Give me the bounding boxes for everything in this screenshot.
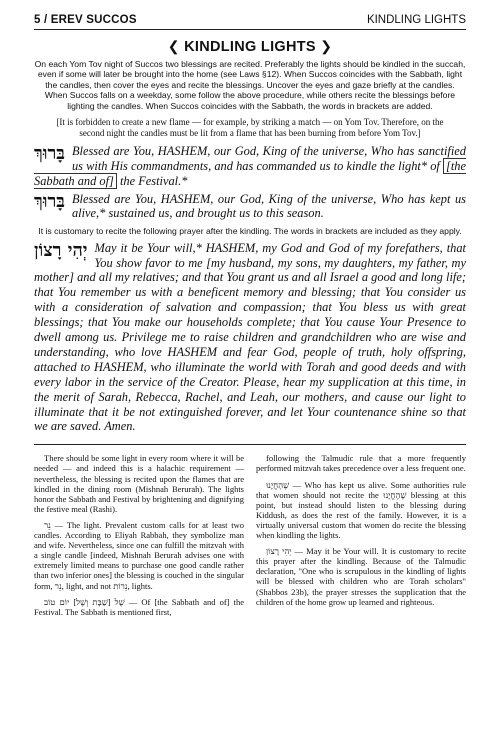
bracket-note: [It is forbidden to create a new flame — for example, by striking a match — on Yom Tov. Therefore, on the second night the candles must be lit from a flame that has been burning from before Yom Tov.] <box>56 117 444 138</box>
blessing-shehecheyanu <box>34 192 466 222</box>
prayer-yehi-ratzon <box>34 241 466 435</box>
blessing-hebrew-opening: בָּרוּךְ <box>34 190 65 212</box>
commentary-paragraph: שֶׁל [שַׁבָּת וְשֶׁל] יוֹם טוֹב — Of [the Sabbath and of] the Festival. The Sabbath is mentioned first, <box>34 596 244 617</box>
intro-instructions: On each Yom Tov night of Succos two blessings are recited. Preferably the lights should be kindled in the succah, even if some will later be brought into the home (see Laws §12). When Succos coincides with the Sabbath, light the candles, then cover the eyes and recite the blessings. Uncover the eyes and gaze briefly at the candles. When Succos falls on a weekday, some follow the above procedure, while others recite the blessings before lighting the candles. When Succos coincides with the Sabbath, the words in brackets are added. <box>34 59 466 111</box>
commentary-paragraph: following the Talmudic rule that a more frequently performed mitzvah takes precedence over a less frequent one. <box>256 453 466 474</box>
blessing-text: Blessed are You, HASHEM, our God, King of the universe, Who has kept us alive,* sustained us, and brought us to this season. <box>71 191 466 221</box>
blessing-text-b: the Festival.* <box>116 173 188 188</box>
blessing-text-a: Blessed are You, HASHEM, our God, King of the universe, Who has sanctified us with His commandments, and has commanded us to kindle the light* of <box>71 144 466 174</box>
commentary-column-left <box>34 453 244 622</box>
sabbath-insert-box: [the Sabbath and of] <box>34 159 466 188</box>
prayer-hebrew-opening: יְהִי רָצוֹן <box>34 239 88 261</box>
custom-note: It is customary to recite the following prayer after the kindling. The words in brackets are included as they apply. <box>38 226 462 237</box>
blessing-kindling <box>34 144 466 188</box>
commentary <box>34 453 466 622</box>
commentary-paragraph: There should be some light in every room where it will be needed — and indeed this is a halachic requirement — nevertheless, the blessing is recited upon the flames that are kindled in the dining room (Mishnah Berurah). The lights honor the Sabbath and Festival by brightening and dignifying the festive meal (Rashi). <box>34 453 244 514</box>
section-title-text: KINDLING LIGHTS <box>184 39 316 55</box>
running-head-left: 5 / EREV SUCCOS <box>34 14 137 26</box>
prayer-text: May it be Your will,* HASHEM, my God and God of my forefathers, that You show favor to me [my husband, my sons, my daughters, my father, my mother] and all my relatives; and that You grant us and all Israel a good and long life; that You remember us with a beneficent memory and blessing; that You consider us with a consideration of salvation and compassion; that You bless us with great blessings; that You make our households complete; that You cause Your Presence to dwell among us. Privilege me to raise children and grandchildren who are wise and understanding, who love HASHEM and fear God, people of truth, holy offspring, attached to HASHEM, who illuminate the world with Torah and good deeds and with every labor in the service of the Creator. Please, hear my supplication at this time, in the merit of Sarah, Rebecca, Rachel, and Leah, our mothers, and cause our light to illuminate that it be not extinguished forever, and let Your countenance shine so that we are saved. Amen. <box>34 240 466 434</box>
commentary-column-right <box>256 453 466 622</box>
running-head-right: KINDLING LIGHTS <box>366 14 466 26</box>
commentary-paragraph: נֵר — The light. Prevalent custom calls for at least two candles. According to Eliyah Rabbah, they symbolize man and wife. Nevertheless, since one can fulfill the mitzvah with a single candle [indeed, Mishnah Berurah advises one with extremely limited means to purchase one good candle rather than two inferior ones] the blessing is couched in the singular form, נֵר, light, and not נֵרוֹת, lights. <box>34 519 244 591</box>
ornament-right-icon: ❯ <box>320 38 333 54</box>
commentary-paragraph: יְהִי רָצוֹן — May it be Your will. It is customary to recite this prayer after the kindling. Because of the Talmudic declaration, "One who is scrupulous in the kindling of lights will be blessed with children who are Torah scholars" (Shabbos 23b), the prayer stresses the supplication that the children of the home grow up learned and righteous. <box>256 546 466 607</box>
running-head <box>34 14 466 30</box>
commentary-paragraph: שֶׁהֶחֱיָנוּ — Who has kept us alive. Some authorities rule that women should not recite the שֶׁהֶחֱיָנוּ blessing at this point, but instead should listen to the blessing during Kiddush, as does the rest of the family. However, it is a virtually universal custom that women do recite the blessing when kindling the lights. <box>256 479 467 541</box>
ornament-left-icon: ❮ <box>167 38 180 54</box>
footnote-divider <box>34 444 466 445</box>
blessing-hebrew-opening: בָּרוּךְ <box>34 143 65 165</box>
section-title <box>34 38 466 55</box>
